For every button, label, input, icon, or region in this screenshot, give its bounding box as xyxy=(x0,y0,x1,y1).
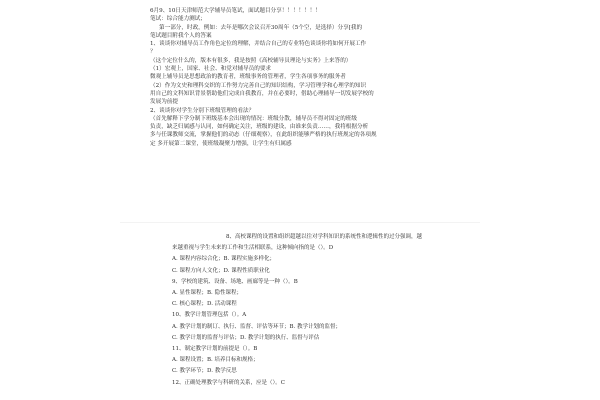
text-line: 发展为前提 xyxy=(150,99,178,106)
text-line: 负责，缺乏归属感与认同，如何确定关注，班级的建设，由谁来负责……，我将根据分析 xyxy=(150,124,369,131)
text-line: 笔试题目附我个人的答案 xyxy=(150,32,212,39)
text-line: 多与任课教师交流，掌握他们的动态（仔细观察），在此组织能够严格的执行班规定的各项规 xyxy=(150,132,377,139)
text-line: （这个定位什么的，版本有很多，我是按照《高校辅导员理论与实务》上来答的） xyxy=(150,57,352,64)
text-line: A. 显性课程；B. 隐性课程； xyxy=(172,290,243,297)
document-page-top xyxy=(150,7,470,148)
text-line: 第一部分，时政，例如：去年是哪次会议召开30周年（5个空，是选择）分享[我的 xyxy=(159,24,363,31)
text-line: C. 核心课程；D. 活动课程 xyxy=(172,301,237,308)
text-line: （1）宏观上，国家、社会、和党对辅导员的要求 xyxy=(150,66,272,73)
document-page-bottom xyxy=(172,232,472,389)
text-line: 1、谈谈你对辅导员工作角色定位的理解，并结合自己的专业特色谈谈你将如何开展工作 xyxy=(150,41,367,48)
text-line: （2）作为文史和理科交织的工作努力完善自己的知识结构，学习管理学和心理学的知识 xyxy=(150,82,367,89)
text-line: 8、高校课程的设置和组织超越以往对学科知识的系统性和逻辑性的过分强调，越 xyxy=(226,234,423,240)
text-line: C. 课程方向人文化；D. 课程性质职业化 xyxy=(172,267,270,274)
text-line: 6月9、10日天津师范大学辅导员笔试，面试题目分享！！！！！！！ xyxy=(150,8,321,14)
text-line: ？ xyxy=(150,49,156,56)
text-line: A. 课程内容综合化；B. 课程实施多样化； xyxy=(172,256,276,263)
text-line: 9、学校的建筑、设备、场地、画廊等是一种（）。B xyxy=(172,278,298,285)
text-line: C. 教学计划的监督与评估；D. 教学计划的执行、监督与评估 xyxy=(172,334,320,341)
text-line: 定 多开展第二课堂，使班级凝聚力增强，让学生有归属感 xyxy=(150,140,292,147)
text-line: A. 课程设置；B. 培养目标和规格； xyxy=(172,357,259,364)
text-line: 10、教学计划管理包括（）。A xyxy=(172,312,247,319)
text-line: 来越重视与学生未来的工作和生活相联系，这种倾向指的是（）。D xyxy=(172,245,334,252)
page-divider xyxy=(120,222,480,223)
text-line: （首先解释下学分制下班级基本会出现的情况：班级分散，辅导员不得对固定的班级 xyxy=(150,115,357,122)
text-line: C. 教学环节；D. 教学反思 xyxy=(172,368,237,375)
text-line: 用自己的文科知识背景帮助他们完成自我教育，并在必要时，借助心理辅导一切发展学校的 xyxy=(150,90,374,97)
text-line: A. 教学计划的制订、执行、监督、评估等环节；B. 教学计划的监督； xyxy=(172,323,342,330)
text-line: 笔试：综合能力测试； xyxy=(150,16,206,23)
text-line: 2、谈谈你对学生分别下班级管理的看法？ xyxy=(150,107,255,114)
text-line: 微观上辅导员是思想政治的教育者，班级事务的管理者，学生各项事务的服务者 xyxy=(150,74,346,81)
text-line: 11、制定教学计划的前提是（）。B xyxy=(172,346,258,353)
text-line: 12、正确处理教学与科研的关系，应是（）。C xyxy=(172,379,285,386)
